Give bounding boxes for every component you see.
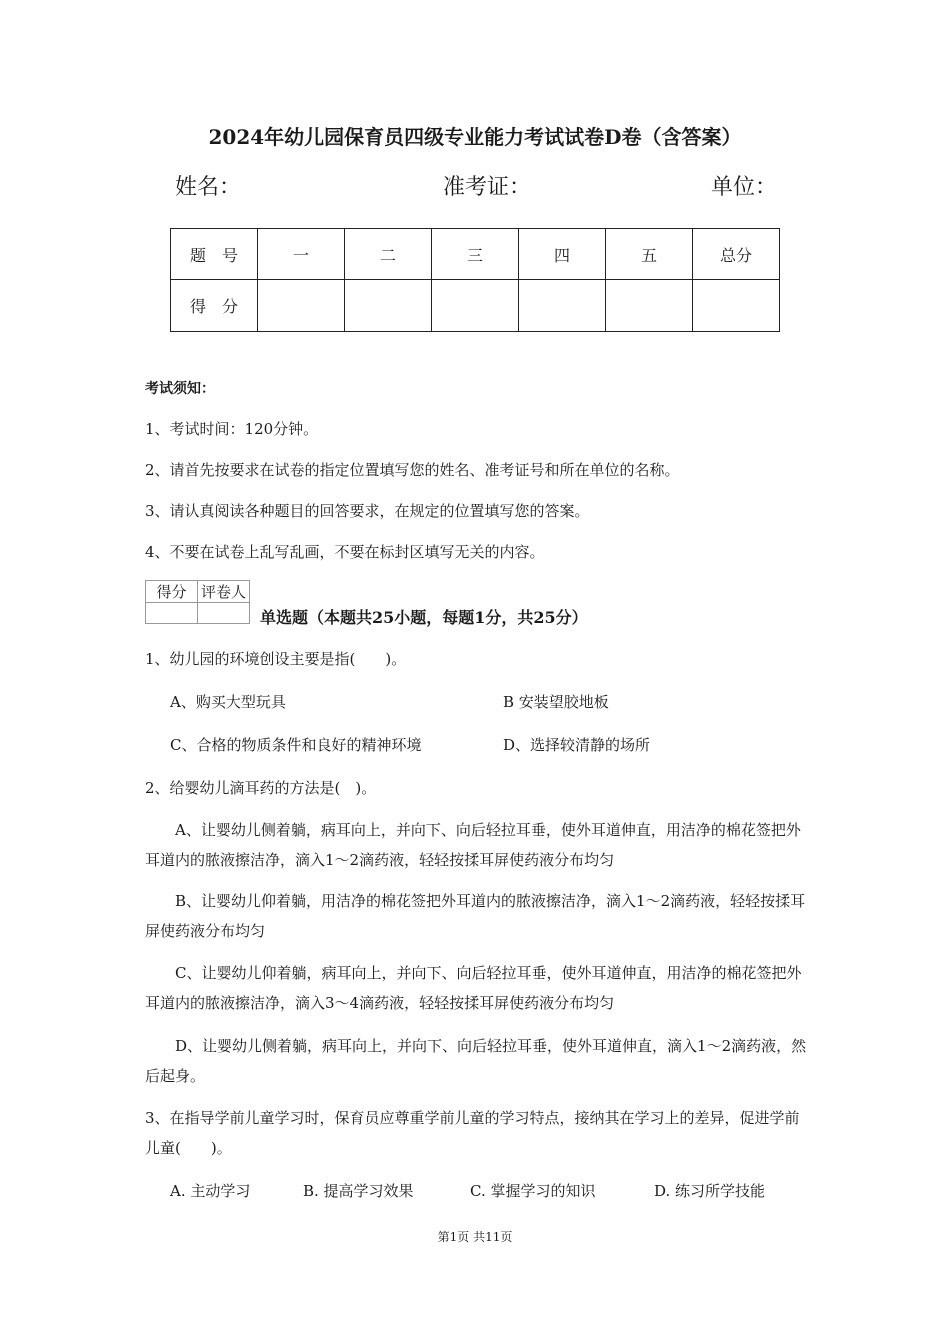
score-table-header-cell: 题 号 <box>171 229 258 280</box>
score-table-header-cell: 总分 <box>693 229 780 280</box>
question-stem: 1、幼儿园的环境创设主要是指( )。 <box>145 650 407 668</box>
option-d: D. 练习所学技能 <box>654 1182 766 1200</box>
score-table-header-cell: 一 <box>258 229 345 280</box>
grader-name-cell <box>198 603 250 624</box>
notice-item: 1、考试时间：120分钟。 <box>145 420 319 438</box>
name-label: 姓名： <box>175 175 242 200</box>
option-c: C. 掌握学习的知识 <box>470 1182 596 1200</box>
notice-item: 2、请首先按要求在试卷的指定位置填写您的姓名、准考证号和所在单位的名称。 <box>145 461 680 479</box>
option-c: C、合格的物质条件和良好的精神环境 <box>170 736 422 754</box>
option-a: A. 主动学习 <box>170 1182 251 1200</box>
score-table-header-cell: 二 <box>345 229 432 280</box>
notice-item: 3、请认真阅读各种题目的回答要求，在规定的位置填写您的答案。 <box>145 502 590 520</box>
score-cell <box>432 280 519 332</box>
unit-label: 单位： <box>711 175 778 200</box>
notice-heading: 考试须知： <box>145 381 215 397</box>
grader-box <box>145 580 250 624</box>
page-title: 2024年幼儿园保育员四级专业能力考试试卷D卷（含答案） <box>208 125 742 149</box>
score-cell <box>693 280 780 332</box>
section-title: 单选题（本题共25小题，每题1分，共25分） <box>260 608 588 627</box>
option-b: B 安装望胶地板 <box>503 693 609 711</box>
score-cell <box>606 280 693 332</box>
score-table-score-row <box>171 280 780 332</box>
grader-name-label: 评卷人 <box>198 581 250 603</box>
score-table-header-cell: 三 <box>432 229 519 280</box>
notice-item: 4、不要在试卷上乱写乱画，不要在标封区填写无关的内容。 <box>145 543 545 561</box>
question-stem: 2、给婴幼儿滴耳药的方法是( )。 <box>145 779 377 797</box>
score-cell <box>345 280 432 332</box>
page-footer: 第1页 共11页 <box>437 1230 513 1244</box>
option-c: C、让婴幼儿仰着躺，病耳向上，并向下、向后轻拉耳垂，使外耳道伸直，用洁净的棉花签把外耳道内的脓液擦洁净，滴入3～4滴药液，轻轻按揉耳屏使药液分布均匀 <box>145 964 802 1012</box>
score-cell <box>258 280 345 332</box>
option-d: D、让婴幼儿侧着躺，病耳向上，并向下、向后轻拉耳垂，使外耳道伸直，滴入1～2滴药液，然后起身。 <box>145 1037 807 1085</box>
grader-score-label: 得分 <box>146 581 198 603</box>
score-row-label: 得 分 <box>171 280 258 332</box>
score-table <box>170 228 780 332</box>
option-b: B. 提高学习效果 <box>303 1182 414 1200</box>
score-table-header-cell: 四 <box>519 229 606 280</box>
grader-score-cell <box>146 603 198 624</box>
score-table-header-cell: 五 <box>606 229 693 280</box>
option-a: A、购买大型玩具 <box>170 693 286 711</box>
score-table-header-row <box>171 229 780 280</box>
question-stem: 3、在指导学前儿童学习时，保育员应尊重学前儿童的学习特点，接纳其在学习上的差异，促进学前儿童( )。 <box>145 1109 800 1157</box>
option-b: B、让婴幼儿仰着躺，用洁净的棉花签把外耳道内的脓液擦洁净，滴入1～2滴药液，轻轻按揉耳屏使药液分布均匀 <box>145 892 806 940</box>
exam-id-label: 准考证： <box>443 175 532 200</box>
option-a: A、让婴幼儿侧着躺，病耳向上，并向下、向后轻拉耳垂，使外耳道伸直，用洁净的棉花签把外耳道内的脓液擦洁净，滴入1～2滴药液，轻轻按揉耳屏使药液分布均匀 <box>145 821 801 869</box>
option-d: D、选择较清静的场所 <box>503 736 651 754</box>
score-cell <box>519 280 606 332</box>
